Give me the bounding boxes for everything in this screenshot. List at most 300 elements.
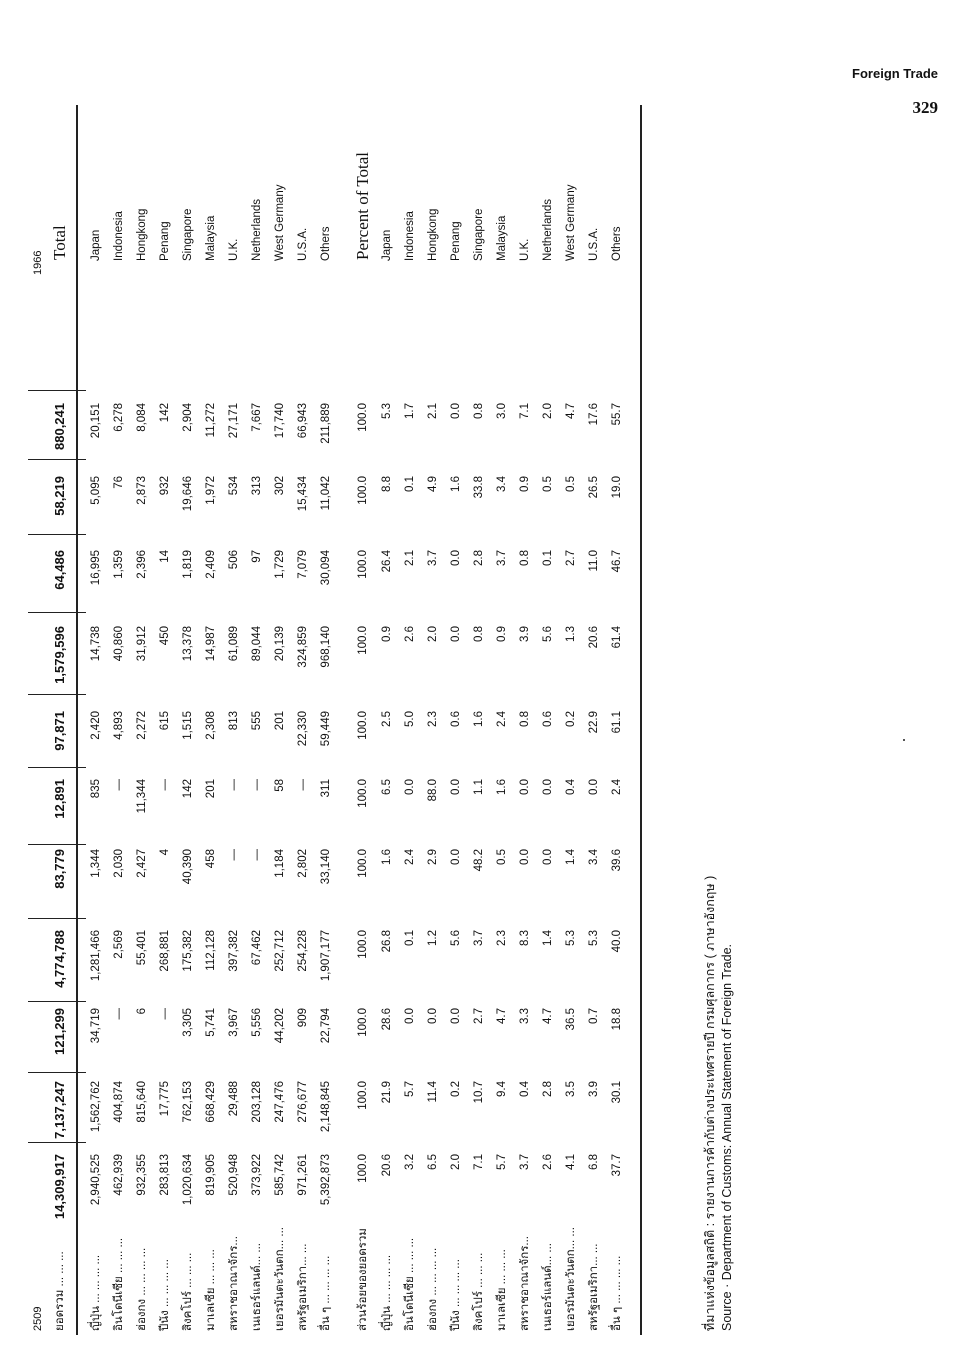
table-cell: 2,409 [205, 550, 217, 579]
table-cell: 11,042 [320, 476, 332, 511]
table-cell: — [251, 849, 263, 861]
percent-cell: 2.0 [542, 403, 554, 419]
table-cell: 283,813 [159, 1154, 171, 1196]
percent-cell: 1.4 [542, 930, 554, 946]
table-cell: 1,907,177 [320, 930, 332, 982]
percent-country-label-english: Netherlands [542, 198, 554, 261]
percent-country-label-english: U.K. [519, 238, 531, 261]
percent-cell: 17.6 [588, 403, 600, 426]
trade-table [28, 105, 734, 1335]
percent-country-label-thai: มาเลเซีย ... ... ... [496, 1249, 508, 1331]
percent-cell: 2.4 [404, 849, 416, 865]
percent-country-label-thai: สหราชอาณาจักร... [519, 1236, 531, 1331]
percent-cell: 4.7 [565, 403, 577, 419]
percent-cell: 0.2 [565, 711, 577, 727]
percent-country-label-thai: เนเธอร์แลนด์... ... [542, 1243, 554, 1331]
page-number: 329 [912, 98, 938, 117]
country-label-thai: สิงคโปร์ ... ... ... [182, 1252, 194, 1331]
percent-cell: 0.0 [542, 779, 554, 795]
percent-cell: 5.6 [542, 626, 554, 642]
table-cell: 5,556 [251, 1008, 263, 1037]
percent-cell: 3.3 [519, 1008, 531, 1024]
percent-cell: 3.2 [404, 1154, 416, 1170]
percent-cell: 19.0 [611, 476, 623, 499]
table-cell: 142 [182, 779, 194, 799]
percent-cell: 1.4 [565, 849, 577, 865]
table-cell: 61,089 [228, 626, 240, 662]
table-cell: 1,729 [274, 550, 286, 579]
table-cell: 8,084 [136, 403, 148, 432]
percent-cell: 0.5 [542, 476, 554, 492]
table-cell: 404,874 [113, 1081, 125, 1123]
percent-cell: 0.0 [542, 849, 554, 865]
table-cell: 254,228 [297, 930, 309, 972]
table-cell: 27,171 [228, 403, 240, 439]
percent-cell: 2.3 [427, 711, 439, 727]
percent-cell: 0.5 [496, 849, 508, 865]
table-cell: 1,344 [90, 849, 102, 878]
table-cell: 112,128 [205, 930, 217, 971]
country-label-english: Indonesia [113, 211, 125, 261]
percent-total: 100.0 [357, 1008, 369, 1037]
table-cell: 55,401 [136, 930, 148, 966]
table-cell: 20,139 [274, 626, 286, 662]
percent-cell: 0.6 [542, 711, 554, 727]
table-cell: 1,562,762 [90, 1081, 102, 1133]
percent-cell: 1.1 [473, 779, 485, 795]
percent-cell: 2.7 [565, 550, 577, 566]
percent-cell: 61.1 [611, 711, 623, 734]
table-cell: 2,308 [205, 711, 217, 740]
country-label-thai: ญี่ปุ่น ... ... ... ... [90, 1254, 102, 1331]
percent-total: 100.0 [357, 626, 369, 655]
table-cell: 1,972 [205, 476, 217, 505]
table-cell: 585,742 [274, 1154, 286, 1196]
percent-total: 100.0 [357, 711, 369, 740]
percent-cell: 2.1 [404, 550, 416, 566]
total-column-heading: Total [50, 225, 69, 260]
table-rule [76, 105, 78, 1335]
percent-cell: 0.9 [496, 626, 508, 642]
table-cell: 2,940,525 [90, 1154, 102, 1206]
percent-cell: 0.0 [404, 779, 416, 795]
percent-cell: 39.6 [611, 849, 623, 872]
country-label-english: U.S.A. [297, 227, 309, 261]
percent-cell: 4.7 [496, 1008, 508, 1024]
total-value: 880,241 [52, 403, 67, 450]
table-cell: 458 [205, 849, 217, 869]
percent-cell: 28.6 [381, 1008, 393, 1031]
percent-cell: 1.6 [473, 711, 485, 727]
percent-country-label-english: Malaysia [496, 215, 508, 261]
percent-cell: 3.7 [473, 930, 485, 946]
percent-cell: 4.9 [427, 476, 439, 492]
percent-country-label-thai: ญี่ปุ่น ... ... ... ... [381, 1254, 393, 1331]
table-cell: 968,140 [320, 626, 332, 668]
percent-cell: 2.7 [473, 1008, 485, 1024]
table-cell: 2,427 [136, 849, 148, 878]
table-cell: 203,128 [251, 1081, 263, 1123]
percent-total: 100.0 [357, 403, 369, 432]
percent-cell: 0.0 [450, 779, 462, 795]
percent-cell: 2.8 [542, 1081, 554, 1097]
percent-cell: 0.8 [519, 550, 531, 566]
total-value: 12,891 [52, 779, 67, 819]
table-cell: 311 [320, 779, 332, 798]
table-cell: 2,420 [90, 711, 102, 740]
year-thai-label: 2509 [32, 1306, 44, 1331]
percent-cell: 37.7 [611, 1154, 623, 1177]
country-label-thai: ปีนัง ... ... ... ... [159, 1259, 171, 1331]
country-label-thai: มาเลเซีย ... ... ... [205, 1249, 217, 1331]
percent-cell: 3.0 [496, 403, 508, 419]
percent-total: 100.0 [357, 779, 369, 808]
percent-country-label-thai: ปีนัง ... ... ... ... [450, 1259, 462, 1331]
table-cell: 40,860 [113, 626, 125, 662]
table-bottom-rule [640, 105, 642, 1335]
table-cell: — [228, 849, 240, 861]
percent-cell: 2.8 [473, 550, 485, 566]
table-cell: 11,272 [205, 403, 217, 438]
percent-cell: 6.5 [381, 779, 393, 795]
table-cell: 11,344 [136, 779, 148, 814]
table-cell: 3,967 [228, 1008, 240, 1037]
total-value: 97,871 [52, 711, 67, 751]
table-cell: — [113, 1008, 125, 1020]
percent-cell: 0.8 [473, 403, 485, 419]
table-cell: 201 [274, 711, 286, 731]
percent-country-label-english: Singapore [473, 208, 485, 261]
percent-cell: 1.6 [381, 849, 393, 865]
table-cell: 1,819 [182, 550, 194, 579]
percent-cell: 2.6 [542, 1154, 554, 1170]
country-label-thai: เนเธอร์แลนด์... ... [251, 1243, 263, 1331]
source-english: Source · Department of Customs: Annual Statement of Foreign Trade. [720, 944, 734, 1331]
country-label-thai: ฮ่องกง ... ... ... ... [136, 1247, 148, 1331]
percent-cell: 6.5 [427, 1154, 439, 1170]
table-cell: 40,390 [182, 849, 194, 885]
table-cell: 33,140 [320, 849, 332, 885]
table-cell: 59,449 [320, 711, 332, 747]
percent-country-label-thai: อินโดนีเซีย ... ... ... [404, 1237, 416, 1331]
table-cell: 2,569 [113, 930, 125, 959]
percent-cell: 0.6 [450, 711, 462, 727]
percent-cell: 5.6 [450, 930, 462, 946]
percent-total: 100.0 [357, 1081, 369, 1110]
percent-cell: 4.7 [542, 1008, 554, 1024]
total-value: 64,486 [52, 550, 67, 590]
percent-cell: 1.2 [427, 930, 439, 946]
table-cell: 20,151 [90, 403, 102, 439]
country-label-english: U.K. [228, 238, 240, 261]
table-cell: 302 [274, 476, 286, 496]
table-cell: 252,712 [274, 930, 286, 972]
percent-cell: 2.9 [427, 849, 439, 865]
percent-cell: 11.0 [588, 550, 600, 572]
table-cell: — [251, 779, 263, 791]
percent-cell: 2.4 [496, 711, 508, 727]
table-cell: 813 [228, 711, 240, 731]
table-cell: 268,881 [159, 930, 171, 972]
table-cell: 67,462 [251, 930, 263, 966]
table-cell: 58 [274, 779, 286, 792]
percent-cell: 2.3 [496, 930, 508, 946]
table-cell: 22,794 [320, 1008, 332, 1044]
percent-cell: 0.8 [519, 711, 531, 727]
table-cell: 450 [159, 626, 171, 646]
percent-cell: 20.6 [381, 1154, 393, 1177]
percent-cell: 30.1 [611, 1081, 623, 1104]
percent-cell: 3.9 [519, 626, 531, 642]
percent-cell: 0.0 [450, 626, 462, 642]
table-cell: 1,515 [182, 711, 194, 740]
table-cell: 555 [251, 711, 263, 731]
table-cell: 15,434 [297, 476, 309, 512]
table-cell: 2,396 [136, 550, 148, 579]
table-cell: 44,202 [274, 1008, 286, 1044]
percent-country-label-english: Hongkong [427, 208, 439, 261]
percent-cell: 5.3 [381, 403, 393, 419]
percent-cell: 3.4 [588, 849, 600, 865]
percent-country-label-thai: อื่น ๆ ... ... ... ... [611, 1255, 623, 1331]
table-cell: 66,943 [297, 403, 309, 439]
percent-total: 100.0 [357, 849, 369, 878]
percent-cell: 0.4 [565, 779, 577, 795]
percent-cell: 2.0 [450, 1154, 462, 1170]
total-value: 14,309,917 [52, 1154, 67, 1220]
percent-cell: 2.4 [611, 779, 623, 795]
percent-cell: 6.8 [588, 1154, 600, 1170]
percent-cell: 2.6 [404, 626, 416, 642]
table-cell: 324,859 [297, 626, 309, 668]
percent-cell: 46.7 [611, 550, 623, 573]
table-cell: 175,382 [182, 930, 194, 972]
table-cell: 97 [251, 550, 263, 563]
table-cell: 1,184 [274, 849, 286, 878]
percent-cell: 0.1 [404, 930, 416, 946]
percent-cell: 5.0 [404, 711, 416, 727]
table-cell: 7,079 [297, 550, 309, 579]
percent-cell: 26.8 [381, 930, 393, 953]
percent-cell: 0.1 [542, 550, 554, 566]
percent-cell: 33.8 [473, 476, 485, 499]
percent-cell: 61.4 [611, 626, 623, 649]
percent-cell: 3.7 [427, 550, 439, 566]
percent-cell: 5.3 [565, 930, 577, 946]
source-thai: ที่มาแห่งข้อมูลสถิติ : รายงานการค้ากับต่างประเทศรายปี กรมศุลกากร ( ภาษาอังกฤษ ) [703, 875, 717, 1331]
country-label-english: Penang [159, 221, 171, 261]
table-cell: 1,020,634 [182, 1154, 194, 1206]
percent-total: 100.0 [357, 476, 369, 505]
percent-cell: 0.4 [519, 1081, 531, 1097]
percent-cell: 1.3 [565, 626, 577, 642]
percent-cell: 3.5 [565, 1081, 577, 1097]
table-cell: 76 [113, 476, 125, 489]
percent-cell: 0.0 [404, 1008, 416, 1024]
table-cell: — [297, 779, 309, 791]
table-cell: 89,044 [251, 626, 263, 662]
table-cell: 5,741 [205, 1008, 217, 1037]
percent-total: 100.0 [357, 550, 369, 579]
table-cell: — [113, 779, 125, 791]
percent-country-label-thai: สิงคโปร์ ... ... ... [473, 1252, 485, 1331]
table-cell: 909 [297, 1008, 309, 1028]
table-cell: — [228, 779, 240, 791]
percent-country-label-thai: ฮ่องกง ... ... ... ... [427, 1247, 439, 1331]
country-label-thai: อินโดนีเซีย ... ... ... [113, 1237, 125, 1331]
table-cell: 668,429 [205, 1081, 217, 1123]
percent-cell: 2.5 [381, 711, 393, 727]
table-cell: 506 [228, 550, 240, 570]
percent-cell: 0.0 [427, 1008, 439, 1024]
percent-country-label-english: Penang [450, 221, 462, 261]
percent-country-label-english: Japan [381, 229, 393, 261]
percent-cell: 5.3 [588, 930, 600, 946]
percent-cell: 0.0 [450, 1008, 462, 1024]
total-value: 1,579,596 [52, 626, 67, 684]
table-cell: 142 [159, 403, 171, 423]
country-label-thai: สหรัฐอเมริกา... ... [297, 1243, 309, 1331]
table-cell: 5,095 [90, 476, 102, 505]
table-cell: 932 [159, 476, 171, 496]
percent-country-label-english: U.S.A. [588, 227, 600, 261]
table-cell: 22,330 [297, 711, 309, 747]
year-gregorian-label: 1966 [32, 250, 44, 275]
table-cell: 2,030 [113, 849, 125, 878]
table-cell: 932,355 [136, 1154, 148, 1196]
percent-cell: 0.8 [473, 626, 485, 642]
percent-cell: 26.4 [381, 550, 393, 573]
total-value: 58,219 [52, 476, 67, 516]
percent-cell: 3.7 [519, 1154, 531, 1170]
table-cell: 30,094 [320, 550, 332, 586]
table-cell: 247,476 [274, 1081, 286, 1123]
scan-speck [903, 739, 905, 741]
table-cell: 19,646 [182, 476, 194, 512]
table-cell: 462,939 [113, 1154, 125, 1196]
percent-cell: 1.6 [450, 476, 462, 492]
percent-cell: 11.4 [427, 1081, 439, 1103]
percent-cell: 40.0 [611, 930, 623, 953]
table-cell: 7,667 [251, 403, 263, 432]
table-cell: 397,382 [228, 930, 240, 972]
country-label-english: Malaysia [205, 215, 217, 261]
table-cell: 615 [159, 711, 171, 731]
percent-total: 100.0 [357, 1154, 369, 1183]
percent-total: 100.0 [357, 930, 369, 959]
table-cell: 835 [90, 779, 102, 799]
table-cell: 815,640 [136, 1081, 148, 1123]
table-cell: 2,802 [297, 849, 309, 878]
table-cell: 2,148,845 [320, 1081, 332, 1133]
percent-cell: 1.6 [496, 779, 508, 795]
percent-cell: 26.5 [588, 476, 600, 499]
percent-cell: 2.1 [427, 403, 439, 419]
country-label-english: West Germany [274, 184, 286, 261]
percent-cell: 7.1 [473, 1154, 485, 1170]
percent-cell: 55.7 [611, 403, 623, 426]
percent-section-label: ส่วนร้อยของยอดรวม [357, 1228, 369, 1331]
total-row-label: ยอดรวม ... ... ... [54, 1251, 66, 1331]
table-cell: 2,904 [182, 403, 194, 432]
table-cell: 373,922 [251, 1154, 263, 1196]
percent-cell: 3.9 [588, 1081, 600, 1097]
total-value: 121,299 [52, 1008, 67, 1055]
table-cell: 14 [159, 550, 171, 563]
table-cell: 201 [205, 779, 217, 799]
percent-cell: 0.0 [519, 779, 531, 795]
percent-cell: 5.7 [404, 1081, 416, 1097]
percent-cell: 0.2 [450, 1081, 462, 1097]
table-cell: 17,740 [274, 403, 286, 439]
percent-cell: 0.0 [588, 779, 600, 795]
table-cell: 3,305 [182, 1008, 194, 1037]
table-cell: 29,488 [228, 1081, 240, 1117]
table-cell: 1,281,466 [90, 930, 102, 982]
percent-cell: 3.7 [496, 550, 508, 566]
country-label-english: Netherlands [251, 198, 263, 261]
percent-country-label-thai: สหรัฐอเมริกา... ... [588, 1243, 600, 1331]
table-cell: 4,893 [113, 711, 125, 740]
table-cell: 4 [159, 849, 171, 856]
table-cell: — [159, 779, 171, 791]
percent-cell: 0.9 [381, 626, 393, 642]
total-value: 83,779 [52, 849, 67, 889]
percent-cell: 2.0 [427, 626, 439, 642]
percent-cell: 88.0 [427, 779, 439, 802]
country-label-english: Others [320, 226, 332, 261]
percent-country-label-english: Others [611, 226, 623, 261]
percent-cell: 7.1 [519, 403, 531, 419]
table-cell: 819,905 [205, 1154, 217, 1196]
table-cell: 276,677 [297, 1081, 309, 1123]
table-cell: 5,392,873 [320, 1154, 332, 1206]
page-header-title: Foreign Trade [852, 66, 938, 81]
country-label-english: Japan [90, 229, 102, 261]
table-cell: 2,873 [136, 476, 148, 505]
table-cell: 2,272 [136, 711, 148, 740]
percent-cell: 8.3 [519, 930, 531, 946]
percent-country-label-thai: เยอรมันตะวันตก... ... [565, 1227, 577, 1331]
table-cell: 211,889 [320, 403, 332, 444]
table-cell: 520,948 [228, 1154, 240, 1196]
table-cell: 534 [228, 476, 240, 496]
table-cell: 971,261 [297, 1154, 309, 1196]
percent-country-label-english: Indonesia [404, 211, 416, 261]
percent-cell: 4.1 [565, 1154, 577, 1170]
country-label-english: Singapore [182, 208, 194, 261]
table-cell: 1,359 [113, 550, 125, 579]
percent-cell: 36.5 [565, 1008, 577, 1031]
percent-cell: 20.6 [588, 626, 600, 649]
percent-cell: 0.7 [588, 1008, 600, 1024]
percent-cell: 0.0 [519, 849, 531, 865]
table-cell: 6 [136, 1008, 148, 1015]
table-cell: 17,775 [159, 1081, 171, 1117]
table-cell: 31,912 [136, 626, 148, 662]
percent-cell: 0.1 [404, 476, 416, 492]
percent-cell: 10.7 [473, 1081, 485, 1104]
percent-cell: 0.0 [450, 403, 462, 419]
table-cell: 14,987 [205, 626, 217, 662]
table-cell: 16,995 [90, 550, 102, 586]
percent-cell: 1.7 [404, 403, 416, 419]
table-cell: — [159, 1008, 171, 1020]
percent-cell: 0.9 [519, 476, 531, 492]
percent-cell: 3.4 [496, 476, 508, 492]
percent-cell: 0.0 [450, 849, 462, 865]
table-cell: 13,378 [182, 626, 194, 662]
